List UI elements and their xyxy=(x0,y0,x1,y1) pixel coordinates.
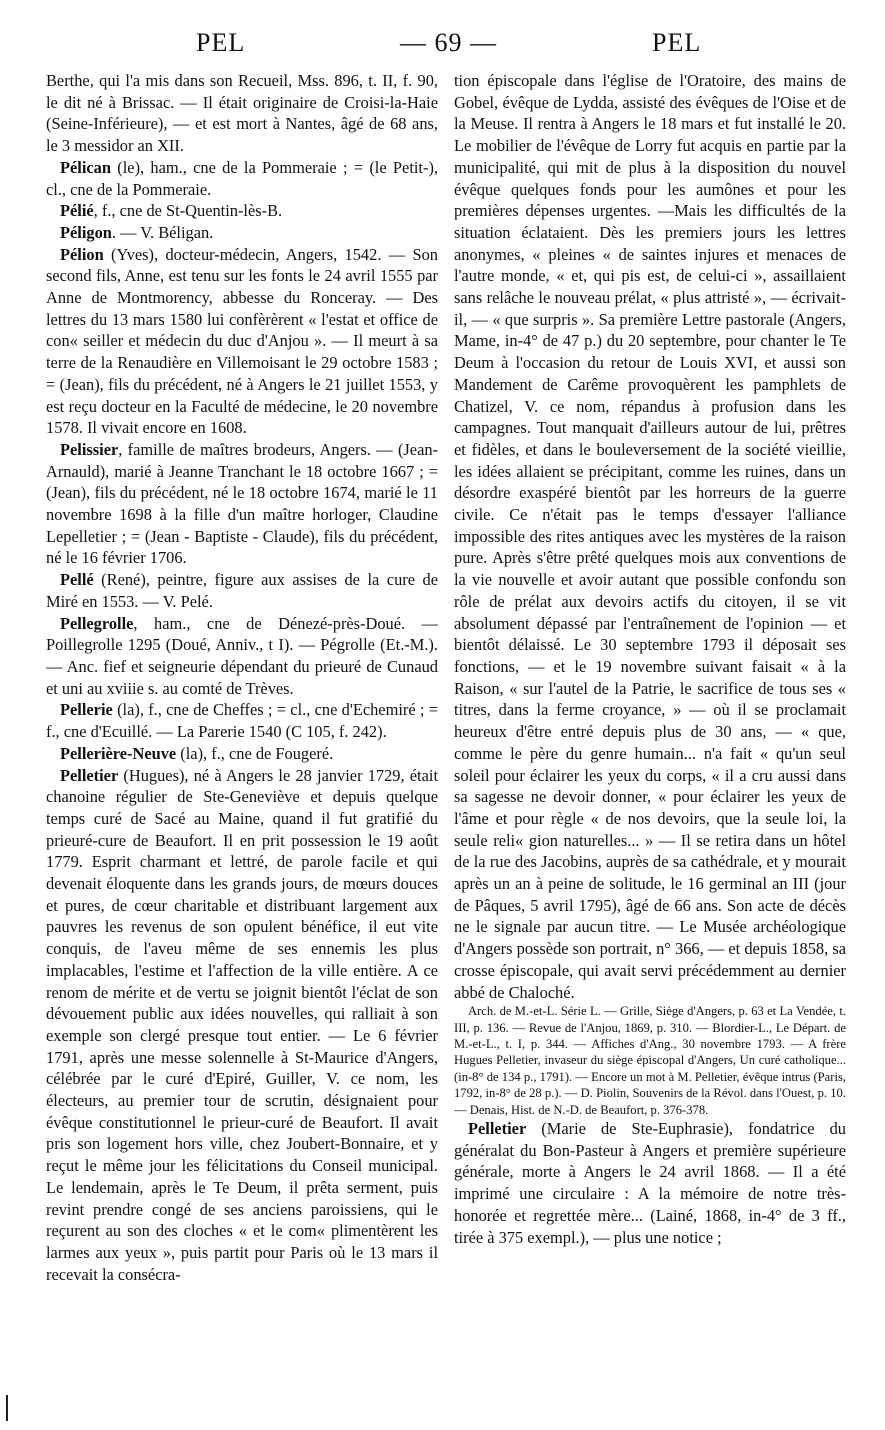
entry-text: (la), f., cne de Fougeré. xyxy=(176,743,334,763)
entry-text: (Marie de Ste-Euphrasie), fondatrice du généralat du Bon-Pasteur à Angers et première supérieure générale, morte à Angers le 24 avril 1868. — Il a été imprimé une circulaire : A la mémoire de notre très-honorée et regrettée mère... (Lainé, 1868, in-4° de 3 ff., tirée à 375 exempl.), — plus une notice ; xyxy=(454,1119,846,1247)
entry-headword: Pellerière-Neuve xyxy=(60,743,177,763)
entry-pelle xyxy=(46,569,438,612)
references-text: Arch. de M.-et-L. Série L. — Grille, Siège d'Angers, p. 63 et La Vendée, t. III, p. 136. — Revue de l'Anjou, 1869, p. 310. — Blordier-L., Le Départ. de M.-et-L., t. I, p. 344. — Affiches d'Ang., 30 novembre 1793. — A frère Hugues Pelletier, invaseur du siège épiscopal d'Angers, Un curé catholique... (in-8° de 134 p., 1791). — Encore un mot à M. Pelletier, évêque intrus (Paris, 1792, in-8° de 28 p.). — D. Piolin, Souvenirs de la Révol. dans l'Ouest, p. 10. — Denais, Hist. de N.-D. de Beaufort, p. 376-378. xyxy=(454,1004,846,1117)
page-number: — 69 — xyxy=(400,28,497,57)
entry-text: (Yves), docteur-médecin, Angers, 1542. — Son second fils, Anne, est tenu sur les fonts le 24 avril 1555 par Anne de Montmorency, abbesse du Ronceray. — Des lettres du 13 mars 1580 lui confèrèrent « l'estat et office de con« seiller et médecin du duc d'Anjou ». — Il meurt à sa terre de la Renaudière en Villemoisant le 29 octobre 1583 ; = (Jean), fils du précédent, né à Angers le 21 juillet 1553, y est reçu docteur en la Faculté de médecine, le 20 novembre 1578. Il vivait encore en 1608. xyxy=(46,244,438,438)
entry-text: , f., cne de St-Quentin-lès-B. xyxy=(93,201,283,221)
right-column xyxy=(454,70,846,1410)
entry-text: Berthe, qui l'a mis dans son Recueil, Mss. 896, t. II, f. 90, le dit né à Brissac. — Il était originaire de Croisi-la-Haie (Seine-Inférieure), — et est mort à Nantes, âgé de 68 ans, le 3 messidor an XII. xyxy=(46,71,438,156)
entry-continuation xyxy=(454,70,846,1003)
entry-pellerie xyxy=(46,699,438,742)
running-head-right: PEL xyxy=(652,28,702,57)
entry-pelican xyxy=(46,157,438,200)
entry-headword: Pellegrolle xyxy=(60,613,134,633)
entry-headword: Péligon xyxy=(60,222,112,242)
entry-headword: Pélié xyxy=(60,201,94,221)
entry-pelie xyxy=(46,200,438,222)
left-column xyxy=(46,70,438,1410)
entry-text: tion épiscopale dans l'église de l'Oratoire, des mains de Gobel, évêque de Lydda, assisté des évêques de l'Oise et de la Meuse. Il rentra à Angers le 18 mars et fut installé le 20. Le mobilier de l'évêque de Lorry fut acquis en partie par la municipalité, qui mit de plus à la disposition du nouvel évêque quelques fonds pour les aumônes et pour les premières dépenses urgentes. —Mais les difficultés de la situation éclataient. Dès les premiers jours les lettres anonymes, « pleines « de saintes injures et menaces de l'autre monde, « et, qui pis est, de celui-ci », assaillaient sans relâche le nouveau prélat, « plus attristé », — écrivait-il, — « que surpris ». Sa première Lettre pastorale (Angers, Mame, in-4° de 47 p.) du 20 septembre, pour chanter le Te Deum à l'occasion du retour de Louis XVI, et aussi son Mandement de Carême provoquèrent les pamphlets de Chatizel, V. ce nom, répandus à profusion dans les campagnes. Tout manquait d'ailleurs autour de lui, prêtres et fidèles, et dans le bouleversement de la société vieillie, les idées allaient se précipitant, comme les ruines, dans un désordre exaspéré bientôt par les horreurs de la guerre civile. Ce n'était pas le temps d'essayer l'alliance impossible des rites antiques avec les mystères de la raison pure. Après s'être prêté quelques mois aux conventions de la vie nouvelle et avoir autant que possible confondu son rôle de prélat aux devoirs actifs du citoyen, il se vit absolument dépassé par l'entraînement de l'opinion — et bientôt délaissé. Le 30 septembre 1793 il déposait ses fonctions, — et le 19 novembre suivant faisait « à la Raison, « sur l'autel de la Patrie, le sacrifice de tous ses « titres, dans la ferme croyance, » — où il se proclamait heureux d'être entré depuis plus de 30 ans, — « que, comme le père du genre humain... n'a fait « qu'un seul soleil pour éclairer les yeux du corps, « il a cru aussi dans sa sagesse ne devoir donner, « pour éclairer les yeux de l'âme et pour règle « de nos devoirs, que la seule loi, la seule reli« gion naturelles... » — Il se retira dans un hôtel de la rue des Jacobins, auprès de sa cathédrale, et y mourait après un an à peine de solitude, le 16 germinal an III (jour de Pâques, 5 avril 1795), âgé de 66 ans. Son acte de décès ne le signale par aucun titre. — Le Musée archéologique d'Angers possède son portrait, n° 366, — et depuis 1858, sa crosse épiscopale, qui avait servi précédemment au dernier abbé de Chaloché. xyxy=(454,71,846,1002)
entry-text: . — V. Béligan. xyxy=(111,222,214,242)
entry-text: (le), ham., cne de la Pommeraie ; = (le Petit-), cl., cne de la Pommeraie. xyxy=(46,157,438,199)
entry-peligon xyxy=(46,222,438,244)
running-head-left: PEL xyxy=(196,28,246,57)
entry-headword: Pelissier xyxy=(60,439,119,459)
entry-headword: Pélion xyxy=(60,244,104,264)
entry-pelissier xyxy=(46,439,438,569)
entry-headword: Pelletier xyxy=(60,765,119,785)
entry-pelion xyxy=(46,244,438,439)
entry-text: (Hugues), né à Angers le 28 janvier 1729, était chanoine régulier de Ste-Geneviève et depuis quelque temps curé de Sacé au Maine, quand il fut gratifié du prieuré-cure de Beaufort. Il en prit possession le 19 août 1779. Esprit charmant et lettré, de parole facile et qui devenait éloquente dans les grands jours, de mœurs douces et pures, de cœur charitable et distribuant largement aux pauvres les revenus de son opulent bénéfice, il eut vite conquis, de l'aveu même de ses ennemis les plus implacables, l'estime et l'affection de la ville entière. A ce renom de mérite et de vertu se joignit bientôt l'éclat de son dévouement public aux idées nouvelles, qui ralliait à son exemple son clergé presque tout entier. — Le 6 février 1791, après une messe solennelle à St-Maurice d'Angers, célébrée par le curé d'Epiré, Guiller, V. ce nom, les électeurs, au premier tour de scrutin, désignaient pour évêque constitutionnel le prieur-curé de Beaufort. Il avait pris son logement hors ville, chez Joubert-Bonnaire, et y reçut le même jour les félicitations du Conseil municipal. Le lendemain, après le Te Deum, il prêta serment, puis revint prendre congé de ses anciens paroissiens, qui le reçurent au son des cloches « et le com« plimentèrent les larmes aux yeux », puis partit pour Paris où le 13 mars il recevait la consécra- xyxy=(46,765,438,1284)
entry-headword: Pellerie xyxy=(60,700,113,720)
entry-headword: Pellé xyxy=(60,570,94,590)
entry-pellegrolle xyxy=(46,613,438,700)
entry-text: , ham., cne de Dénezé-près-Doué. — Poillegrolle 1295 (Doué, Anniv., t I). — Pégrolle (Et.-M.). — Anc. fief et seigneurie dépendant du prieuré de Cunaud et uni au xviiie s. au comté de Trèves. xyxy=(46,613,438,698)
entry-text: (la), f., cne de Cheffes ; = cl., cne d'Echemiré ; = f., cne d'Ecuillé. — La Parerie 1540 (C 105, f. 242). xyxy=(46,700,438,742)
page-header xyxy=(0,28,885,68)
entry-pelletier-hugues xyxy=(46,765,438,1286)
entry-continuation xyxy=(46,70,438,157)
entry-headword: Pelletier xyxy=(468,1119,527,1139)
entry-pelleriere-neuve xyxy=(46,743,438,765)
entry-text: , famille de maîtres brodeurs, Angers. — (Jean-Arnauld), marié à Jeanne Tranchant le 18 octobre 1667 ; = (Jean), fils du précédent, né le 18 octobre 1674, marié le 11 novembre 1698 à la fille d'un maître horloger, Claudine Lepelletier ; = (Jean - Baptiste - Claude), fils du précédent, né le 16 février 1706. xyxy=(46,439,438,568)
bibliographic-references xyxy=(454,1003,846,1118)
margin-mark xyxy=(6,1395,8,1421)
entry-text: (René), peintre, figure aux assises de la cure de Miré en 1553. — V. Pelé. xyxy=(46,570,438,611)
entry-headword: Pélican xyxy=(60,157,111,177)
entry-pelletier-marie xyxy=(454,1118,846,1248)
